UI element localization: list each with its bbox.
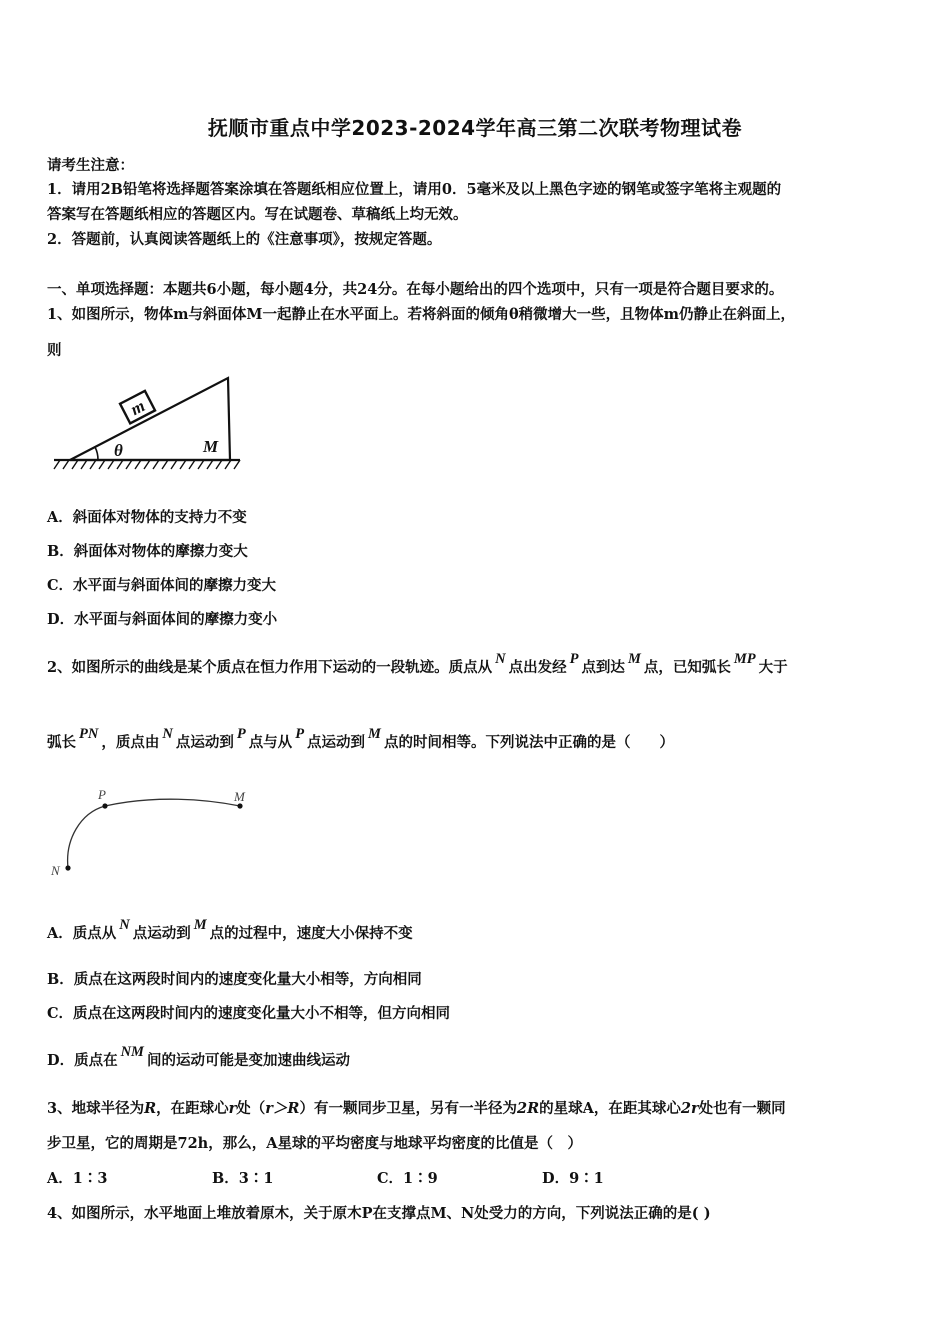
point-n bbox=[65, 865, 70, 870]
q3-stem-line-1: 3、地球半径为R，在距球心r处（r＞R）有一颗同步卫星，另有一半径为2R的星球A，在距其球心2r处也有一颗同 bbox=[47, 1100, 786, 1117]
q4-stem-line-1: 4、如图所示，水平地面上堆放着原木，关于原木P在支撑点M、N处受力的方向，下列说法正确的是( ) bbox=[47, 1205, 711, 1222]
q3-option-a: A．1∶3 bbox=[47, 1170, 108, 1187]
q1-option-d: D．水平面与斜面体间的摩擦力变小 bbox=[47, 611, 278, 628]
notice-line-1: 1．请用2B铅笔将选择题答案涂填在答题纸相应位置上，请用0．5毫米及以上黑色字迹的钢笔或签字笔将主观题的 bbox=[47, 181, 782, 198]
q3-stem-line-2: 步卫星，它的周期是72h，那么，A星球的平均密度与地球平均密度的比值是（ ） bbox=[47, 1135, 582, 1152]
wedge-label: M bbox=[203, 437, 219, 456]
q1-stem-line-1: 1、如图所示，物体m与斜面体M一起静止在水平面上。若将斜面的倾角θ稍微增大一些，且物体m仍静止在斜面上， bbox=[47, 306, 795, 323]
label-n: N bbox=[51, 863, 60, 878]
q1-stem-line-2: 则 bbox=[47, 342, 62, 359]
q2-option-b: B．质点在这两段时间内的速度变化量大小相等，方向相同 bbox=[47, 971, 422, 988]
q3-option-b: B．3∶1 bbox=[212, 1170, 274, 1187]
symbol-pn: PN bbox=[79, 726, 99, 742]
page-title: 抚顺市重点中学2023-2024学年高三第二次联考物理试卷 bbox=[207, 116, 743, 140]
label-m: M bbox=[234, 789, 245, 804]
q1-option-b: B．斜面体对物体的摩擦力变大 bbox=[47, 543, 248, 560]
point-m bbox=[237, 803, 242, 808]
symbol-m: M bbox=[627, 651, 641, 667]
symbol-n: N bbox=[495, 651, 506, 667]
q3-option-d: D．9∶1 bbox=[542, 1170, 604, 1187]
notice-heading: 请考生注意： bbox=[47, 157, 134, 174]
q2-stem-line-1: 2、如图所示的曲线是某个质点在恒力作用下运动的一段轨迹。质点从 N 点出发经 P 点到达 M 点，已知弧长 MP 大于 bbox=[47, 651, 788, 676]
q2-option-d: D．质点在 NM 间的运动可能是变加速曲线运动 bbox=[47, 1044, 350, 1069]
ground-hatching bbox=[54, 460, 240, 469]
point-p bbox=[102, 803, 107, 808]
angle-label: θ bbox=[114, 441, 123, 460]
q2-option-c: C．质点在这两段时间内的速度变化量大小不相等，但方向相同 bbox=[47, 1005, 451, 1022]
section-heading: 一、单项选择题：本题共6小题，每小题4分，共24分。在每小题给出的四个选项中，只有一项是符合题目要求的。 bbox=[47, 281, 784, 298]
symbol-p: P bbox=[569, 651, 579, 667]
symbol-mp: MP bbox=[733, 651, 756, 667]
block-label: m bbox=[127, 396, 149, 420]
q2-trajectory-figure bbox=[45, 785, 265, 880]
q2-stem-line-2: 弧长 PN ，质点由 N 点运动到 P 点与从 P 点运动到 M 点的时间相等。下列说法中正确的是（ ） bbox=[47, 726, 674, 751]
q1-option-a: A．斜面体对物体的支持力不变 bbox=[47, 509, 247, 526]
q3-option-c: C．1∶9 bbox=[377, 1170, 438, 1187]
q1-incline-figure bbox=[50, 372, 250, 477]
notice-line-2: 答案写在答题纸相应的答题区内。写在试题卷、草稿纸上均无效。 bbox=[47, 206, 468, 223]
notice-line-3: 2．答题前，认真阅读答题纸上的《注意事项》，按规定答题。 bbox=[47, 231, 442, 248]
q1-option-c: C．水平面与斜面体间的摩擦力变大 bbox=[47, 577, 277, 594]
label-p: P bbox=[98, 787, 106, 802]
symbol-nm: NM bbox=[120, 1044, 144, 1060]
q2-option-a: A．质点从 N 点运动到 M 点的过程中，速度大小保持不变 bbox=[47, 917, 413, 942]
